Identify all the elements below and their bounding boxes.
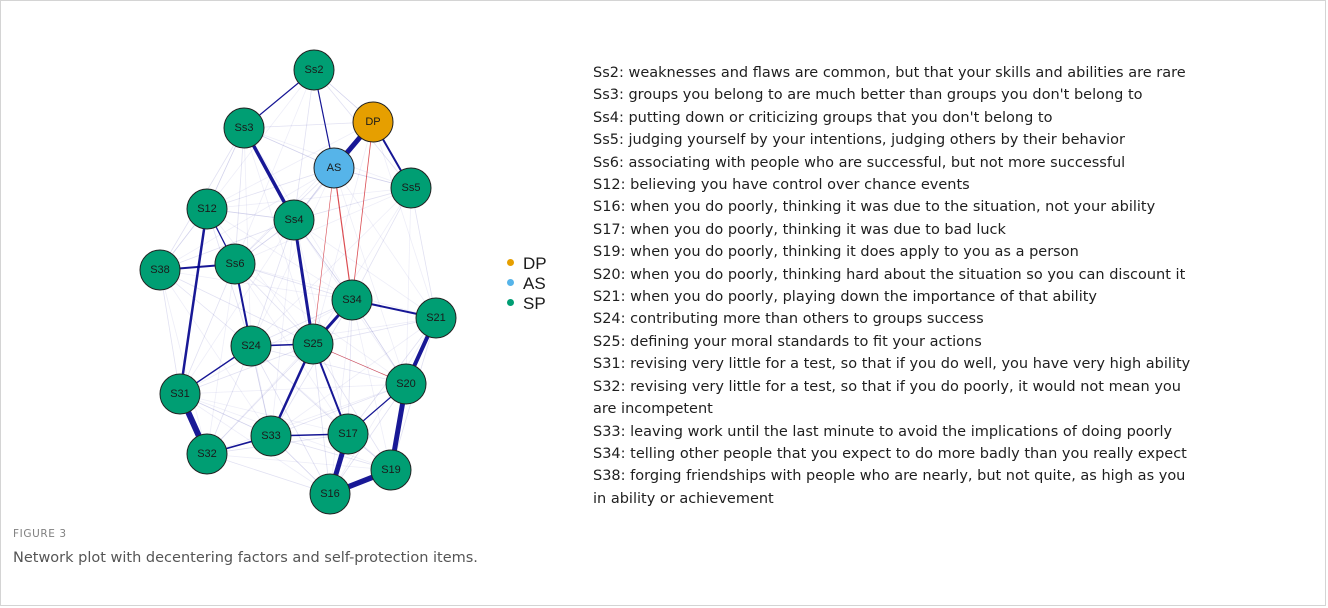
network-node-s25 xyxy=(293,324,333,364)
network-node-s21 xyxy=(416,298,456,338)
network-node-s33 xyxy=(251,416,291,456)
item-line: are incompetent xyxy=(593,401,713,418)
legend-sp-label: SP xyxy=(523,294,546,313)
item-line: S34: telling other people that you expect to do more badly than you really expect xyxy=(593,445,1187,462)
node-label: S31 xyxy=(170,388,190,400)
network-edge xyxy=(373,122,436,318)
network-node-s38 xyxy=(140,250,180,290)
node-label: S17 xyxy=(338,428,358,440)
network-legend xyxy=(507,254,547,314)
network-node-s16 xyxy=(310,474,350,514)
network-node-s17 xyxy=(328,414,368,454)
network-edge-negative xyxy=(352,122,373,300)
node-label: S32 xyxy=(197,448,217,460)
network-node-s34 xyxy=(332,280,372,320)
network-node-s31 xyxy=(160,374,200,414)
legend-dp-label: DP xyxy=(523,254,547,273)
node-label: DP xyxy=(365,116,381,128)
network-node-s19 xyxy=(371,450,411,490)
item-line: S31: revising very little for a test, so that if you do well, you have very high ability xyxy=(593,356,1191,373)
node-label: S25 xyxy=(303,338,323,350)
network-node-s12 xyxy=(187,189,227,229)
figure-caption: Network plot with decentering factors and self-protection items. xyxy=(13,550,478,566)
network-node-ss5 xyxy=(391,168,431,208)
network-node-ss3 xyxy=(224,108,264,148)
item-line: Ss6: associating with people who are successful, but not more successful xyxy=(593,154,1126,171)
node-label: Ss2 xyxy=(304,64,324,76)
node-label: S20 xyxy=(396,378,416,390)
legend-item-sp xyxy=(507,294,547,314)
network-plot xyxy=(130,42,460,532)
item-line: S38: forging friendships with people who are nearly, but not quite, as high as you xyxy=(593,468,1186,485)
item-line: in ability or achievement xyxy=(593,490,774,507)
node-label: S33 xyxy=(261,430,281,442)
legend-as-marker xyxy=(507,279,514,286)
network-node-ss4 xyxy=(274,200,314,240)
node-label: Ss4 xyxy=(284,214,304,226)
item-line: S16: when you do poorly, thinking it was due to the situation, not your ability xyxy=(593,199,1156,216)
node-label: S16 xyxy=(320,488,340,500)
network-node-dp xyxy=(353,102,393,142)
node-label: S38 xyxy=(150,264,170,276)
item-line: Ss5: judging yourself by your intentions, judging others by their behavior xyxy=(593,132,1126,149)
item-line: S19: when you do poorly, thinking it does apply to you as a person xyxy=(593,244,1079,261)
legend-dp-marker xyxy=(507,259,514,266)
network-node-as xyxy=(314,148,354,188)
network-node-s24 xyxy=(231,326,271,366)
legend-item-dp xyxy=(507,254,547,274)
network-node-s20 xyxy=(386,364,426,404)
figure-label: FIGURE 3 xyxy=(13,528,67,540)
network-edge xyxy=(180,209,207,394)
node-label: S12 xyxy=(197,203,217,215)
network-edge xyxy=(207,188,411,209)
item-line: S17: when you do poorly, thinking it was due to bad luck xyxy=(593,221,1006,238)
item-line: S20: when you do poorly, thinking hard about the situation so you can discount it xyxy=(593,266,1186,283)
legend-item-as xyxy=(507,274,547,294)
node-label: S21 xyxy=(426,312,446,324)
network-node-ss2 xyxy=(294,50,334,90)
node-label: S24 xyxy=(241,340,261,352)
item-line: S32: revising very little for a test, so that if you do poorly, it would not mean you xyxy=(593,378,1181,395)
node-label: Ss5 xyxy=(401,182,421,194)
node-label: S19 xyxy=(381,464,401,476)
item-line: S25: defining your moral standards to fit your actions xyxy=(593,333,982,350)
item-descriptions xyxy=(593,62,1293,510)
network-edge-negative xyxy=(313,168,334,344)
network-edges-strong xyxy=(160,70,436,494)
item-line: Ss2: weaknesses and flaws are common, but that your skills and abilities are rare xyxy=(593,65,1186,81)
legend-as-label: AS xyxy=(523,274,546,293)
node-label: AS xyxy=(326,162,342,174)
network-edge xyxy=(251,318,436,346)
item-line: S21: when you do poorly, playing down the importance of that ability xyxy=(593,289,1097,306)
item-line: S24: contributing more than others to groups success xyxy=(593,311,984,328)
item-line: Ss3: groups you belong to are much better than groups you don't belong to xyxy=(593,87,1143,104)
item-line: Ss4: putting down or criticizing groups that you don't belong to xyxy=(593,109,1053,126)
node-label: Ss3 xyxy=(234,122,254,134)
network-node-s32 xyxy=(187,434,227,474)
legend-sp-marker xyxy=(507,299,514,306)
item-line: S12: believing you have control over chance events xyxy=(593,177,970,194)
node-label: S34 xyxy=(342,294,362,306)
node-label: Ss6 xyxy=(225,258,245,270)
network-edges-faint xyxy=(160,70,436,494)
network-edge xyxy=(207,384,406,454)
network-node-ss6 xyxy=(215,244,255,284)
item-line: S33: leaving work until the last minute to avoid the implications of doing poorly xyxy=(593,423,1173,440)
